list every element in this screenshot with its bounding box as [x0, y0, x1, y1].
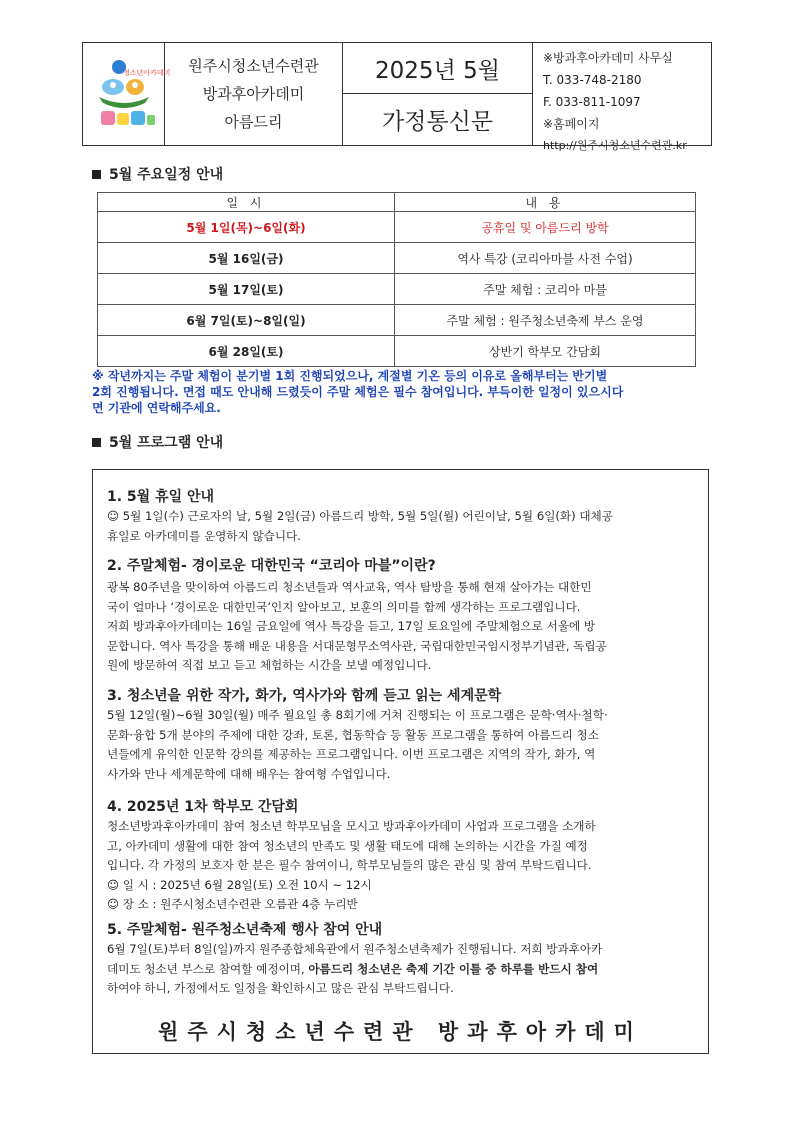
note-line: 2회 진행됩니다. 면접 때도 안내해 드렸듯이 주말 체험은 필수 참여입니다. 부득이한 일정이 있으시다 — [92, 385, 624, 399]
academy-logo — [89, 53, 171, 137]
table-row — [98, 336, 696, 367]
program-item-line: ☺ 일 시 : 2025년 6월 28일(토) 오전 10시 ~ 12시 — [107, 877, 372, 892]
schedule-date: 5월 1일(목)~6일(화) — [98, 212, 395, 243]
program-heading-text: 5월 프로그램 안내 — [109, 435, 224, 451]
program-item-text: 데미도 청소년 부스로 참여할 예정이며, — [107, 961, 309, 976]
program-item-line: 고, 아카데미 생활에 대한 참여 청소년의 만족도 및 생활 태도에 대해 논의하는 시간을 가질 예정 — [107, 838, 588, 853]
program-item-line: 문화·융합 5개 분야의 주제에 대한 강좌, 토론, 협동학습 등 활동 프로그램을 통하여 아름드리 청소 — [107, 727, 599, 742]
title-cell — [343, 43, 533, 145]
program-box — [92, 469, 709, 1054]
logo-cell — [83, 43, 171, 145]
program-item-line: 청소년방과후아카데미 참여 청소년 학부모님을 모시고 방과후아카데미 사업과 프로그램을 소개하 — [107, 819, 596, 833]
program-item-title: 3. 청소년을 위한 작가, 화가, 역사가와 함께 듣고 읽는 세계문학 — [107, 688, 502, 704]
contact-office: ※방과후아카데미 사무실 — [543, 51, 673, 65]
note-line: 면 기관에 연락해주세요. — [92, 401, 221, 415]
program-item-line: 5월 12일(월)~6월 30일(월) 매주 월요일 총 8회기에 거쳐 진행되는 이 프로그램은 문학·역사·철학· — [107, 708, 608, 722]
program-item-title: 5. 주말체험- 원주청소년축제 행사 참여 안내 — [107, 922, 383, 938]
program-item-line: 입니다. 각 가정의 보호자 한 분은 필수 참여이니, 학부모님들의 많은 관심 및 참여 부탁드립니다. — [107, 858, 592, 872]
table-row — [98, 212, 696, 243]
contact-phone: T. 033-748-2180 — [543, 73, 642, 87]
program-item-line: 저희 방과후아카데미는 16일 금요일에 역사 특강을 듣고, 17일 토요일에 주말체험으로 서울에 방 — [107, 619, 596, 633]
schedule-date: 5월 17일(토) — [98, 274, 395, 305]
org-name-line-2: 방과후아카데미 — [202, 85, 305, 103]
schedule-date: 5월 16일(금) — [98, 243, 395, 274]
program-item-title: 4. 2025년 1차 학부모 간담회 — [107, 799, 299, 815]
contact-cell — [533, 43, 711, 152]
program-item-line — [107, 960, 695, 980]
program-item-emphasis: 아름드리 청소년은 축제 기간 이틀 중 하루를 반드시 참여 — [308, 961, 599, 976]
org-name-cell — [165, 43, 343, 145]
footer-org-name: 원주시청소년수련관 방과후아카데미 — [158, 1020, 643, 1044]
schedule-content: 상반기 학부모 간담회 — [395, 336, 696, 367]
schedule-content: 역사 특강 (코리아마블 사전 수업) — [395, 243, 696, 274]
col-content-header: 내 용 — [395, 193, 696, 212]
contact-homepage-url[interactable]: http://원주시청소년수련관.kr — [543, 139, 687, 152]
square-bullet-icon — [92, 438, 101, 447]
col-date-header: 일 시 — [98, 193, 395, 212]
program-item-line: 휴일로 아카데미를 운영하지 않습니다. — [107, 528, 301, 543]
program-item-parent-meeting — [107, 797, 695, 915]
program-item-title: 1. 5월 휴일 안내 — [107, 489, 215, 505]
svg-text:청소년아카데미: 청소년아카데미 — [123, 69, 171, 77]
schedule-content: 공휴일 및 아름드리 방학 — [395, 212, 696, 243]
table-header-row — [98, 193, 696, 212]
contact-homepage-label: ※홈페이지 — [543, 117, 600, 131]
square-bullet-icon — [92, 170, 101, 179]
doc-title: 가정통신문 — [381, 108, 494, 135]
program-item-line: ☺ 장 소 : 원주시청소년수련관 오름관 4층 누리반 — [107, 897, 358, 911]
program-item-line: 6월 7일(토)부터 8일(일)까지 원주종합체육관에서 원주청소년축제가 진행됩니다. 저희 방과후아카 — [107, 942, 603, 956]
program-item-line: 국이 얼마나 ‘경이로운 대한민국’인지 알아보고, 보훈의 의미를 함께 생각하는 프로그램입니다. — [107, 599, 581, 614]
org-name-line-3: 아름드리 — [224, 113, 283, 131]
program-item-line: 원에 방문하여 직접 보고 듣고 체험하는 시간을 보낼 예정입니다. — [107, 658, 432, 672]
schedule-date: 6월 28일(토) — [98, 336, 395, 367]
schedule-content: 주말 체험 : 원주청소년축제 부스 운영 — [395, 305, 696, 336]
table-row — [98, 243, 696, 274]
program-item-holiday — [107, 487, 695, 546]
program-item-youth-festival — [107, 920, 695, 999]
schedule-content: 주말 체험 : 코리아 마블 — [395, 274, 696, 305]
schedule-table — [97, 192, 696, 367]
program-item-line: ☺ 5월 1일(수) 근로자의 날, 5월 2일(금) 아름드리 방학, 5월 5일(월) 어린이날, 5월 6일(화) 대체공 — [107, 509, 613, 523]
program-item-line: 년들에게 유익한 인문학 강의를 제공하는 프로그램입니다. 이번 프로그램은 지역의 작가, 화가, 역 — [107, 747, 596, 761]
header-box — [82, 42, 712, 152]
schedule-heading-text: 5월 주요일정 안내 — [109, 167, 224, 183]
program-item-line: 문합니다. 역사 특강을 통해 배운 내용을 서대문형무소역사관, 국립대한민국임시정부기념관, 독립공 — [107, 638, 607, 653]
table-row — [98, 274, 696, 305]
program-heading — [92, 432, 223, 452]
program-item-world-literature — [107, 686, 695, 784]
org-name-line-1: 원주시청소년수련관 — [188, 57, 319, 75]
program-item-line: 광복 80주년을 맞이하여 아름드리 청소년들과 역사교육, 역사 탐방을 통해 현재 살아가는 대한민 — [107, 580, 592, 594]
table-row — [98, 305, 696, 336]
contact-fax: F. 033-811-1097 — [543, 95, 641, 109]
note-line: ※ 작년까지는 주말 체험이 분기별 1회 진행되었으나, 계절별 기온 등의 이유로 올해부터는 반기별 — [92, 369, 608, 383]
schedule-date: 6월 7일(토)~8일(일) — [98, 305, 395, 336]
program-item-line: 사가와 만나 세계문학에 대해 배우는 참여형 수업입니다. — [107, 766, 391, 781]
program-item-korea-marble — [107, 556, 695, 676]
year-month: 2025년 5월 — [343, 43, 532, 94]
schedule-heading — [92, 164, 223, 184]
schedule-note — [92, 368, 712, 416]
program-item-title: 2. 주말체험- 경이로운 대한민국 “코리아 마블”이란? — [107, 558, 436, 574]
program-item-line: 하여야 하니, 가정에서도 일정을 확인하시고 많은 관심 부탁드립니다. — [107, 981, 454, 995]
